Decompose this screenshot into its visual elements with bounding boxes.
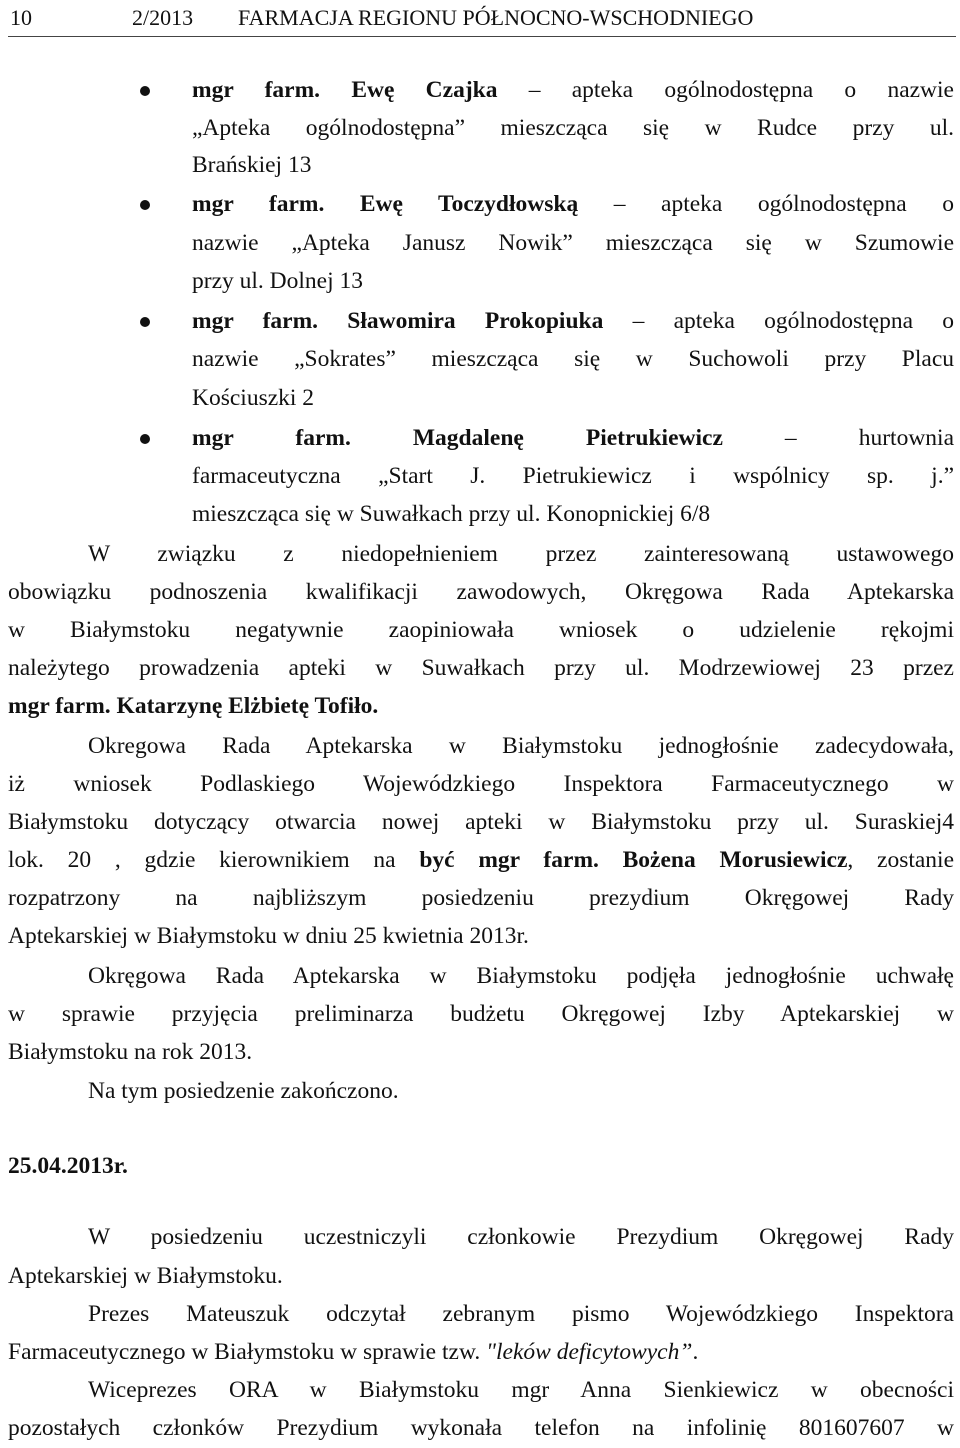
paragraph-2-line-3: Białymstoku dotyczący otwarcia nowej apteki w Białymstoku przy ul. Suraskiej4 xyxy=(8,809,954,835)
bullet-icon xyxy=(140,200,150,210)
bullet-3-line-2: nazwie „Sokrates” mieszcząca się w Suchowoli przy Placu xyxy=(192,346,954,372)
bullet-3-line-1: mgr farm. Sławomira Prokopiuka – apteka ogólnodostępna o xyxy=(192,308,955,334)
paragraph-3-line-3: Białymstoku na rok 2013. xyxy=(8,1039,253,1065)
bullet-4-line-1: mgr farm. Magdalenę Pietrukiewicz – hurtownia xyxy=(192,425,954,451)
paragraph-2-line-1: Okregowa Rada Aptekarska w Białymstoku jednogłośnie zadecydowała, xyxy=(88,733,954,759)
paragraph-2-line-2: iż wniosek Podlaskiego Wojewódzkiego Inspektora Farmaceutycznego w xyxy=(8,771,954,797)
journal-title: FARMACJA REGIONU PÓŁNOCNO-WSCHODNIEGO xyxy=(238,5,754,30)
paragraph-1-line-5: mgr farm. Katarzynę Elżbietę Tofiło. xyxy=(8,693,379,719)
paragraph-5-line-2: Farmaceutycznego w Białymstoku w sprawie tzw. "leków deficytowych”. xyxy=(8,1339,699,1365)
issue-number: 2/2013 xyxy=(132,5,194,30)
header-rule xyxy=(8,36,956,37)
bullet-2-line-1: mgr farm. Ewę Toczydłowską – apteka ogólnodostępna o xyxy=(192,191,954,217)
page-number: 10 xyxy=(10,5,32,30)
bullet-4-line-2: farmaceutyczna „Start J. Pietrukiewicz i wspólnicy sp. j.” xyxy=(192,463,954,489)
bullet-icon xyxy=(140,317,150,327)
paragraph-6-line-1: Wiceprezes ORA w Białymstoku mgr Anna Sienkiewicz w obecności xyxy=(88,1377,954,1403)
paragraph-3-line-1: Okręgowa Rada Aptekarska w Białymstoku podjęła jednogłośnie uchwałę xyxy=(88,963,954,989)
paragraph-4-line-1: W posiedzeniu uczestniczyli członkowie Prezydium Okręgowej Rady xyxy=(88,1224,954,1250)
bullet-1-line-3: Brańskiej 13 xyxy=(192,152,312,178)
paragraph-5-line-1: Prezes Mateuszuk odczytał zebranym pismo Wojewódzkiego Inspektora xyxy=(88,1301,954,1327)
page-header xyxy=(8,2,960,36)
bullet-icon xyxy=(140,86,150,96)
bullet-3-line-3: Kościuszki 2 xyxy=(192,385,315,411)
paragraph-2-line-5: rozpatrzony na najbliższym posiedzeniu prezydium Okręgowej Rady xyxy=(8,885,954,911)
bullet-2-line-3: przy ul. Dolnej 13 xyxy=(192,268,363,294)
closing-line: Na tym posiedzenie zakończono. xyxy=(88,1078,399,1104)
bullet-icon xyxy=(140,434,150,444)
date-heading: 25.04.2013r. xyxy=(8,1153,128,1179)
paragraph-3-line-2: w sprawie przyjęcia preliminarza budżetu Okręgowej Izby Aptekarskiej w xyxy=(8,1001,954,1027)
paragraph-1-line-4: należytego prowadzenia apteki w Suwałkach przy ul. Modrzewiowej 23 przez xyxy=(8,655,954,681)
paragraph-2-line-6: Aptekarskiej w Białymstoku w dniu 25 kwietnia 2013r. xyxy=(8,923,529,949)
paragraph-1-line-2: obowiązku podnoszenia kwalifikacji zawodowych, Okręgowa Rada Aptekarska xyxy=(8,579,954,605)
paragraph-6-line-2: pozostałych członków Prezydium wykonała telefon na infolinię 801607607 w xyxy=(8,1415,954,1441)
bullet-2-line-2: nazwie „Apteka Janusz Nowik” mieszcząca się w Szumowie xyxy=(192,230,954,256)
bullet-1-line-2: „Apteka ogólnodostępna” mieszcząca się w Rudce przy ul. xyxy=(192,115,954,141)
paragraph-1-line-1: W związku z niedopełnieniem przez zainteresowaną ustawowego xyxy=(88,541,954,567)
bullet-4-line-3: mieszcząca się w Suwałkach przy ul. Konopnickiej 6/8 xyxy=(192,501,711,527)
paragraph-2-line-4: lok. 20 , gdzie kierownikiem na być mgr farm. Bożena Morusiewicz, zostanie xyxy=(8,847,955,873)
bullet-1-line-1: mgr farm. Ewę Czajka – apteka ogólnodostępna o nazwie xyxy=(192,77,954,103)
paragraph-4-line-2: Aptekarskiej w Białymstoku. xyxy=(8,1263,283,1289)
paragraph-1-line-3: w Białymstoku negatywnie zaopiniowała wniosek o udzielenie rękojmi xyxy=(8,617,954,643)
